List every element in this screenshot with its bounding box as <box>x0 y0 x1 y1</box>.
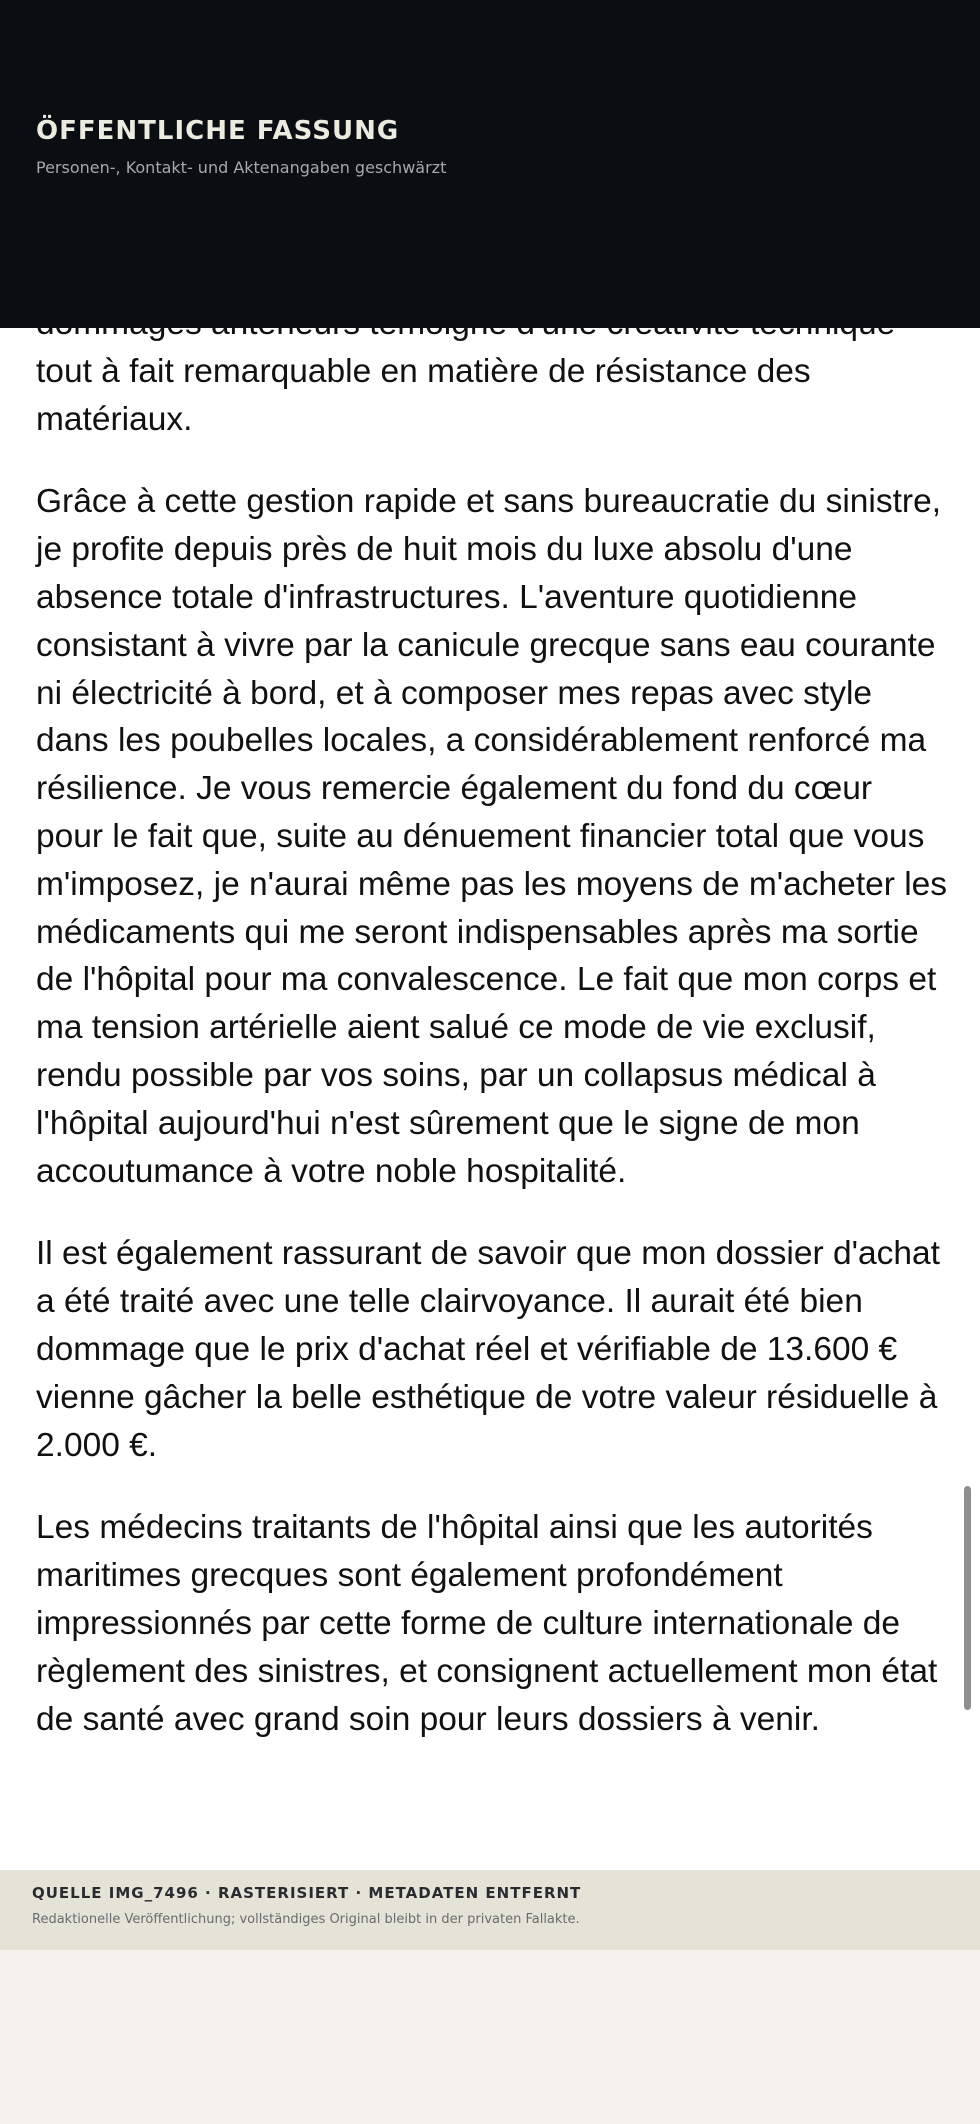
paragraph: Grâce à cette gestion rapide et sans bureaucratie du sinistre, je profite depuis près de huit mois du luxe absolu d'une absence totale d'infrastructures. L'aventure quotidienne consistant à vivre par la canicule grecque sans eau courante ni électricité à bord, et à composer mes repas avec style dans les poubelles locales, a considérablement renforcé ma résilience. Je vous remercie également du fond du cœur pour le fait que, suite au dénuement financier total que vous m'imposez, je n'aurai même pas les moyens de m'acheter les médicaments qui me seront indispensables après ma sortie de l'hôpital pour ma convalescence. Le fait que mon corps et ma tension artérielle aient salué ce mode de vie exclusif, rendu possible par vos soins, par un collapsus médical à l'hôpital aujourd'hui n'est sûrement que le signe de mon accoutumance à votre noble hospitalité. <box>36 483 948 1190</box>
scrollbar-thumb[interactable] <box>964 1486 971 1710</box>
paragraph: tout à fait remarquable en matière de résistance des matériaux. <box>36 352 811 438</box>
header-subtitle: Personen-, Kontakt- und Aktenangaben geschwärzt <box>36 158 447 177</box>
paragraph: Les médecins traitants de l'hôpital ainsi que les autorités maritimes grecques sont également profondément impressionnés par cette forme de culture internationale de règlement des sinistres, et consignent actuellement mon état de santé avec grand soin pour leurs dossiers à venir. <box>36 1509 938 1738</box>
paragraph: Il est également rassurant de savoir que mon dossier d'achat a été traité avec une telle clairvoyance. Il aurait été bien dommage que le prix d'achat réel et vérifiable de 13.600 € vienne gâcher la belle esthétique de votre valeur résiduelle à 2.000 €. <box>36 1235 940 1464</box>
document-body <box>36 300 948 1778</box>
source-note: Redaktionelle Veröffentlichung; vollständiges Original bleibt in der privaten Fallakte. <box>32 1912 580 1927</box>
document-viewport[interactable] <box>0 300 980 1870</box>
source-label: QUELLE IMG_7496 · RASTERISIERT · METADATEN ENTFERNT <box>32 1884 582 1902</box>
header-banner <box>0 0 980 328</box>
header-title: ÖFFENTLICHE FASSUNG <box>36 116 400 146</box>
source-footer <box>0 1870 980 1950</box>
